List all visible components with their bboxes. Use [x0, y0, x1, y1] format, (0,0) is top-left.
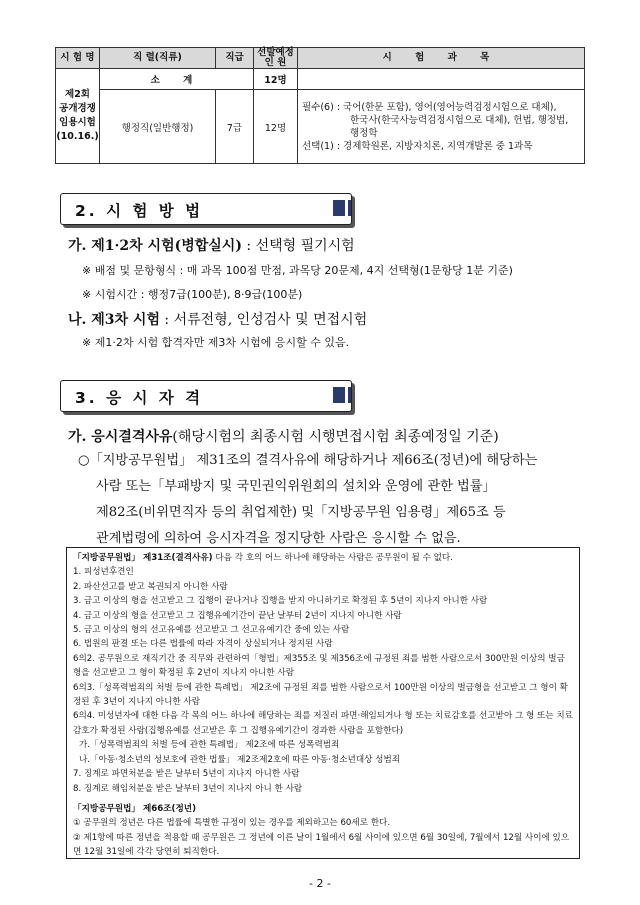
law66-item: ① 공무원의 정년은 다른 법률에 특별한 규정이 있는 경우를 제외하고는 60세로 한다. — [73, 818, 391, 829]
law31-subitem: 가.「성폭력범죄의 처벌 등에 관한 특례법」 제2조에 따른 성폭력범죄 — [79, 740, 340, 751]
section-2-title: 2. 시 험 방 법 — [75, 202, 204, 220]
method-note-third: ※ 제1·2차 시험 합격자만 제3차 시험에 응시할 수 있음. — [82, 336, 350, 349]
law31-subitem: 나.「아동·청소년의 성보호에 관한 법률」 제2조제2호에 따른 아동·청소년대상 성범죄 — [79, 754, 401, 765]
exam-round-cell: 제2회 공개경쟁 임용시험 (10.16.) — [56, 69, 100, 164]
section-accent-bar — [333, 200, 345, 216]
series-cell: 행정직(일반행정) — [100, 90, 216, 164]
law31-item: 6의3.「성폭력범죄의 처벌 등에 관한 특례법」 제2조에 규정된 죄를 범한 사람으로서 100만원 이상의 벌금형을 선고받고 그 형이 확정된 후 3년이 지나지 아니한 사람 — [73, 682, 568, 708]
section-accent-bar — [333, 387, 345, 403]
header-planned-count: 선발예정 인 원 — [254, 48, 298, 69]
header-series: 직 렬(직류) — [100, 48, 216, 69]
header-subjects: 시 험 과 목 — [298, 48, 585, 69]
eligibility-item-a: 가. 응시결격사유(해당시험의 최종시험 시행면접시험 최종예정일 기준) — [68, 429, 499, 445]
section-2-header — [60, 193, 352, 225]
header-grade: 직급 — [216, 48, 254, 69]
section-accent-bar-thin — [348, 387, 351, 403]
section-3-title: 3. 응 시 자 격 — [75, 389, 204, 407]
law31-item: 6. 법원의 판결 또는 다른 법률에 따라 자격이 상실되거나 정지된 사람 — [73, 639, 333, 650]
subjects-cell: 필수(6) : 국어(한문 포함), 영어(영어능력검정시험으로 대체), 한국사(한국사능력검정시험으로 대체), 헌법, 행정법, 행정학 선택(1) : 경제학원론, 지방자치론, 지역개발론 중 1과목 — [298, 90, 585, 164]
law31-item: 7. 징계로 파면처분을 받은 날부터 5년이 지나지 아니한 사람 — [73, 769, 300, 780]
eligibility-paragraph: ○「지방공무원법」 제31조의 결격사유에 해당하거나 제66조(정년)에 해당하는 사람 또는「부패방지 및 국민권익위원회의 설치와 운영에 관한 법률」 제82조(비위면직자 등의 취업제한) 및「지방공무원 임용령」제65조 등 관계법령에 의하여 응시자격을 정지당한 사람은 응시할 수 없음. — [78, 453, 538, 546]
count-cell: 12명 — [254, 90, 298, 164]
grade-cell: 7급 — [216, 90, 254, 164]
law31-item: 5. 금고 이상의 형의 선고유예를 선고받고 그 선고유예기간 중에 있는 사람 — [73, 625, 350, 636]
law31-item: 6의4. 미성년자에 대한 다음 각 목의 어느 하나에 해당하는 죄를 저질러 파면·해임되거나 형 또는 치료감호를 선고받아 그 형 또는 치료감호가 확정된 사람(집행유예를 선고받은 후 그 집행유예기간이 경과한 사람을 포함한다) — [73, 711, 573, 736]
law31-item: 2. 파산선고를 받고 복권되지 아니한 사람 — [73, 581, 228, 592]
law-excerpt-box — [66, 547, 580, 859]
header-exam-name: 시 험 명 — [56, 48, 100, 69]
law31-item: 3. 금고 이상의 형을 선고받고 그 집행이 끝나거나 집행을 받지 아니하기로 확정된 후 5년이 지나지 아니한 사람 — [73, 596, 488, 607]
law31-item: 4. 금고 이상의 형을 선고받고 그 집행유예기간이 끝난 날부터 2년이 지나지 아니한 사람 — [73, 610, 402, 621]
law66-item: ② 제1항에 따른 정년을 적용할 때 공무원은 그 정년에 이른 날이 1월에서 6월 사이에 있으면 6월 30일에, 7월에서 12월 사이에 있으면 12월 31일에 각각 당연히 퇴직한다. — [73, 832, 570, 858]
section-accent-bar-thin — [348, 200, 351, 216]
subtotal-empty — [298, 69, 585, 90]
law31-item: 6의2. 공무원으로 재직기간 중 직무와 관련하여「형법」제355조 및 제356조에 규정된 죄를 범한 사람으로서 300만원 이상의 벌금형을 선고받고 그 형이 확정된 후 2년이 지나지 아니한 사람 — [73, 653, 565, 679]
law31-item: 8. 징계로 해임처분을 받은 날부터 3년이 지나지 아니 한 사람 — [73, 783, 303, 794]
subtotal-label: 소 계 — [100, 69, 254, 90]
page-number: - 2 - — [309, 877, 331, 890]
method-item-b: 나. 제3차 시험 : 서류전형, 인성검사 및 면접시험 — [68, 312, 368, 328]
subtotal-count: 12명 — [254, 69, 298, 90]
method-item-a: 가. 제1·2차 시험(병합실시) : 선택형 필기시험 — [68, 238, 355, 254]
method-note-scoring: ※ 배점 및 문항형식 : 매 과목 100점 만점, 과목당 20문제, 4지 선택형(1문항당 1분 기준) — [82, 264, 513, 277]
section-3-header — [60, 380, 352, 412]
law31-item: 1. 피성년후견인 — [73, 567, 134, 578]
law31-heading: 「지방공무원법」 제31조(결격사유) 다음 각 호의 어느 하나에 해당하는 사람은 공무원이 될 수 없다. — [73, 553, 453, 563]
law66-heading: 「지방공무원법」 제66조(정년) — [73, 803, 197, 814]
method-note-time: ※ 시험시간 : 행정7급(100분), 8·9급(100분) — [82, 288, 303, 301]
exam-subject-table — [55, 47, 585, 164]
